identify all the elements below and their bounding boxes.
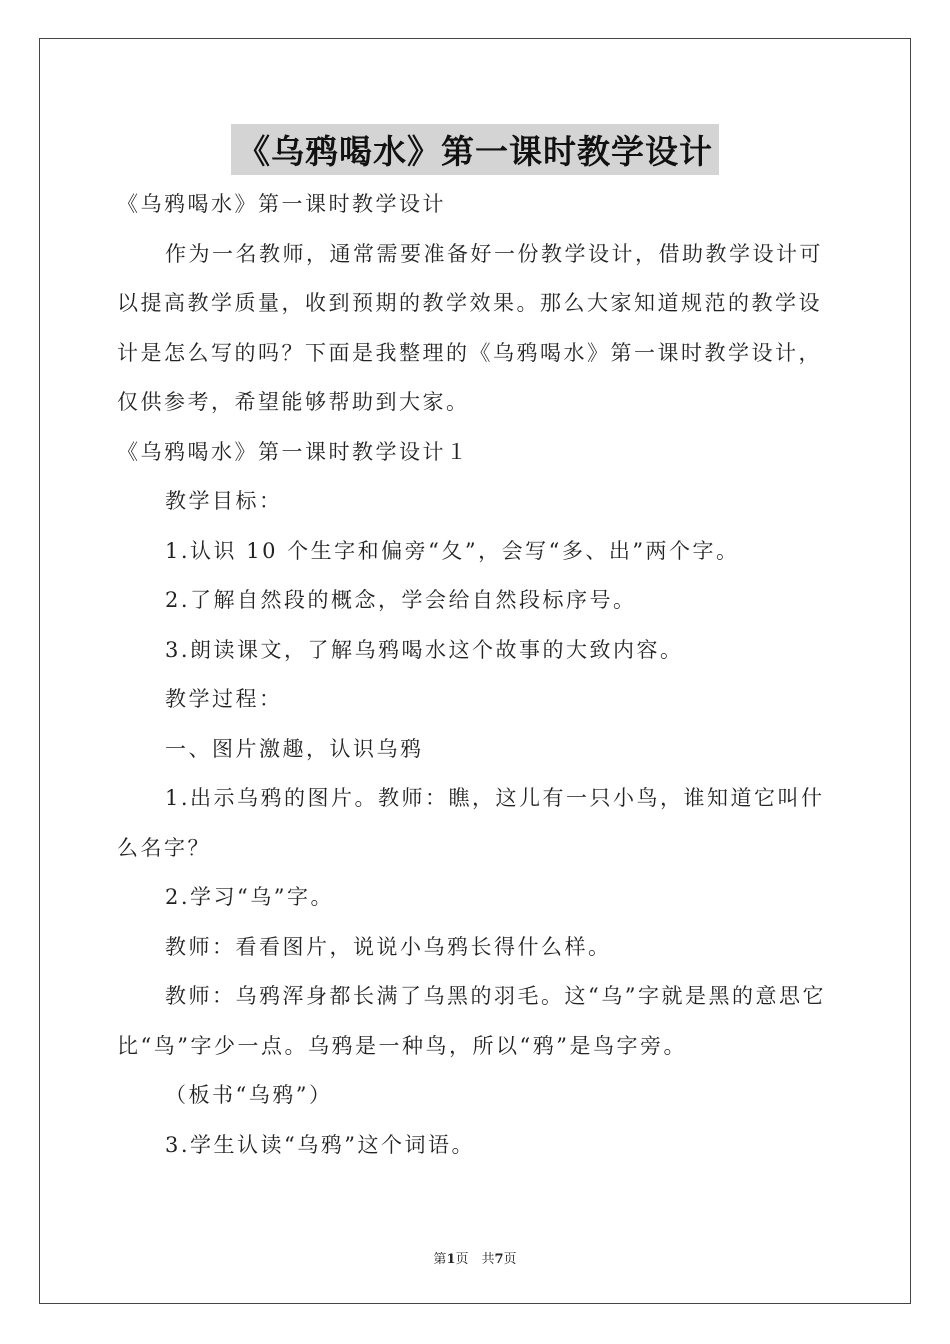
paragraph: 教学过程： [165, 687, 283, 711]
page-number-current: 1 [446, 1252, 456, 1267]
paragraph: 教师：乌鸦浑身都长满了乌黑的羽毛。这“乌”字就是黑的意思它比“鸟”字少一点。乌鸦是一种鸟，所以“鸦”是鸟字旁。 [117, 984, 826, 1058]
paragraph: 一、图片激趣，认识乌鸦 [165, 736, 424, 761]
document-title: 《乌鸦喝水》第一课时教学设计 [231, 124, 719, 175]
section-heading: 《乌鸦喝水》第一课时教学设计１ [117, 439, 470, 464]
page-number-mid: 页 共 [455, 1252, 495, 1267]
paragraph: 教学目标： [165, 489, 283, 513]
page-number-suffix: 页 [503, 1252, 517, 1267]
paragraph: 1.出示乌鸦的图片。教师：瞧，这儿有一只小鸟，谁知道它叫什么名字？ [117, 786, 825, 860]
document-title-block [0, 124, 950, 175]
paragraph: 《乌鸦喝水》第一课时教学设计 [117, 192, 446, 216]
paragraph: 2.了解自然段的概念，学会给自然段标序号。 [165, 588, 637, 612]
page-footer [0, 1248, 950, 1267]
paragraph: （板书“乌鸦”） [165, 1083, 333, 1107]
paragraph: 教师：看看图片，说说小乌鸦长得什么样。 [165, 934, 612, 959]
paragraph: 1.认识 10 个生字和偏旁“夂”，会写“多、出”两个字。 [165, 538, 740, 563]
paragraph: 2.学习“乌”字。 [165, 885, 335, 909]
paragraph: 作为一名教师，通常需要准备好一份教学设计，借助教学设计可以提高教学质量，收到预期的教学效果。那么大家知道规范的教学设计是怎么写的吗？下面是我整理的《乌鸦喝水》第一课时教学设计，仅供参考，希望能够帮助到大家。 [117, 241, 823, 414]
page-number-total: 7 [494, 1252, 504, 1267]
document-body [117, 180, 837, 1170]
page-number-prefix: 第 [433, 1252, 447, 1267]
paragraph: 3.朗读课文，了解乌鸦喝水这个故事的大致内容。 [165, 637, 684, 662]
paragraph: 3.学生认读“乌鸦”这个词语。 [165, 1132, 476, 1157]
